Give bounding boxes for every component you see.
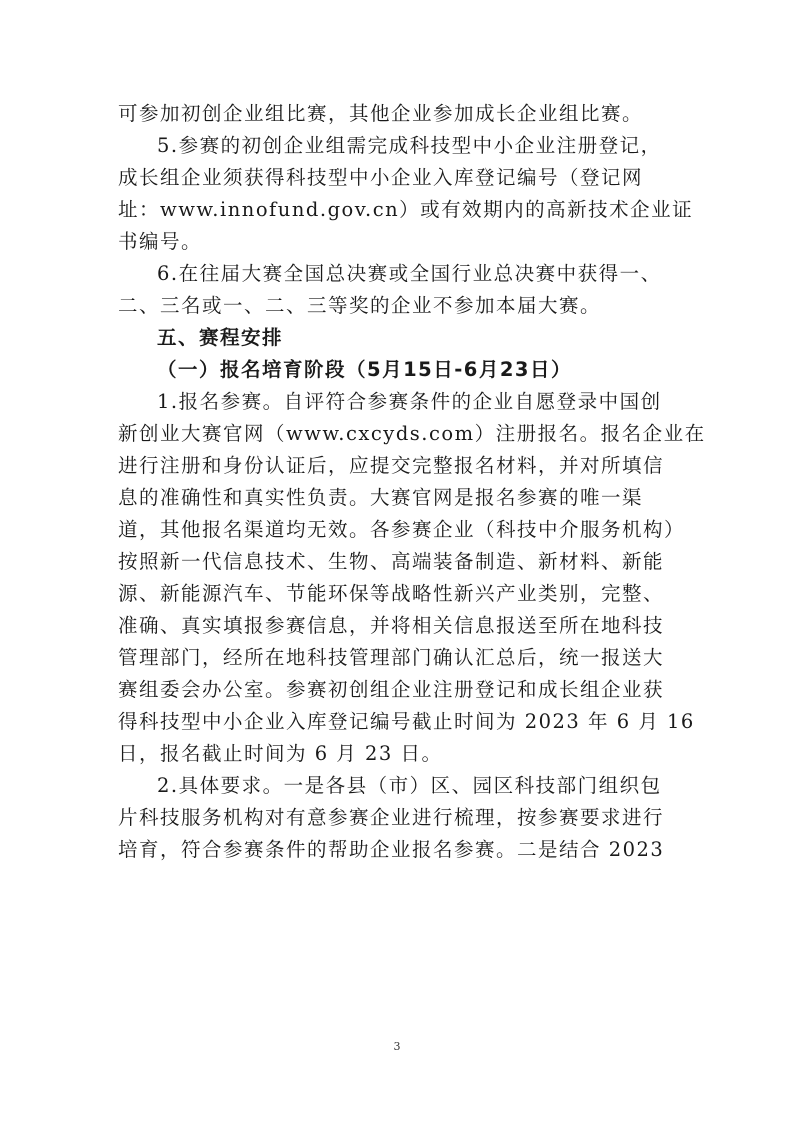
text-line: 按照新一代信息技术、生物、高端装备制造、新材料、新能: [118, 550, 665, 573]
text-line: 新创业大赛官网（www.cxcyds.com）注册报名。报名企业在: [118, 422, 706, 445]
paragraph-sub-item-2: [118, 770, 678, 866]
document-body: [118, 98, 706, 866]
page-number: 3: [393, 1040, 401, 1053]
text-line: 6.在往届大赛全国总决赛或全国行业总决赛中获得一、: [157, 262, 662, 285]
paragraph-sub-item-1: [118, 386, 706, 770]
text-line: 书编号。: [118, 230, 203, 253]
text-line: 二、三名或一、二、三等奖的企业不参加本届大赛。: [118, 294, 602, 317]
section-heading: 五、赛程安排: [157, 326, 284, 349]
text-line: 管理部门，经所在地科技管理部门确认汇总后，统一报送大: [118, 646, 665, 669]
paragraph-item-6: [118, 258, 678, 322]
paragraph-item-5: [118, 130, 694, 258]
paragraph-continuation: [118, 98, 678, 130]
text-line: 得科技型中小企业入库登记编号截止时间为 2023 年 6 月 16: [118, 710, 695, 733]
text-line: 日，报名截止时间为 6 月 23 日。: [118, 742, 443, 765]
text-line: 片科技服务机构对有意参赛企业进行梳理，按参赛要求进行: [118, 806, 665, 829]
text-line: 进行注册和身份认证后，应提交完整报名材料，并对所填信: [118, 454, 665, 477]
text-line: 成长组企业须获得科技型中小企业入库登记编号（登记网: [118, 166, 644, 189]
text-line: 址：www.innofund.gov.cn）或有效期内的高新技术企业证: [118, 198, 694, 221]
text-line: 5.参赛的初创企业组需完成科技型中小企业注册登记，: [157, 134, 662, 157]
section-subheading: （一）报名培育阶段（5月15日-6月23日）: [157, 358, 573, 381]
text-line: 息的准确性和真实性负责。大赛官网是报名参赛的唯一渠: [118, 486, 644, 509]
text-line: 2.具体要求。一是各县（市）区、园区科技部门组织包: [157, 774, 662, 797]
text-line: 可参加初创企业组比赛，其他企业参加成长企业组比赛。: [118, 102, 644, 125]
text-line: 准确、真实填报参赛信息，并将相关信息报送至所在地科技: [118, 614, 665, 637]
text-line: 培育，符合参赛条件的帮助企业报名参赛。二是结合 2023: [118, 838, 665, 861]
text-line: 1.报名参赛。自评符合参赛条件的企业自愿登录中国创: [157, 390, 662, 413]
text-line: 赛组委会办公室。参赛初创组企业注册登记和成长组企业获: [118, 678, 665, 701]
text-line: 源、新能源汽车、节能环保等战略性新兴产业类别，完整、: [118, 582, 665, 605]
text-line: 道，其他报名渠道均无效。各参赛企业（科技中介服务机构）: [118, 518, 686, 541]
